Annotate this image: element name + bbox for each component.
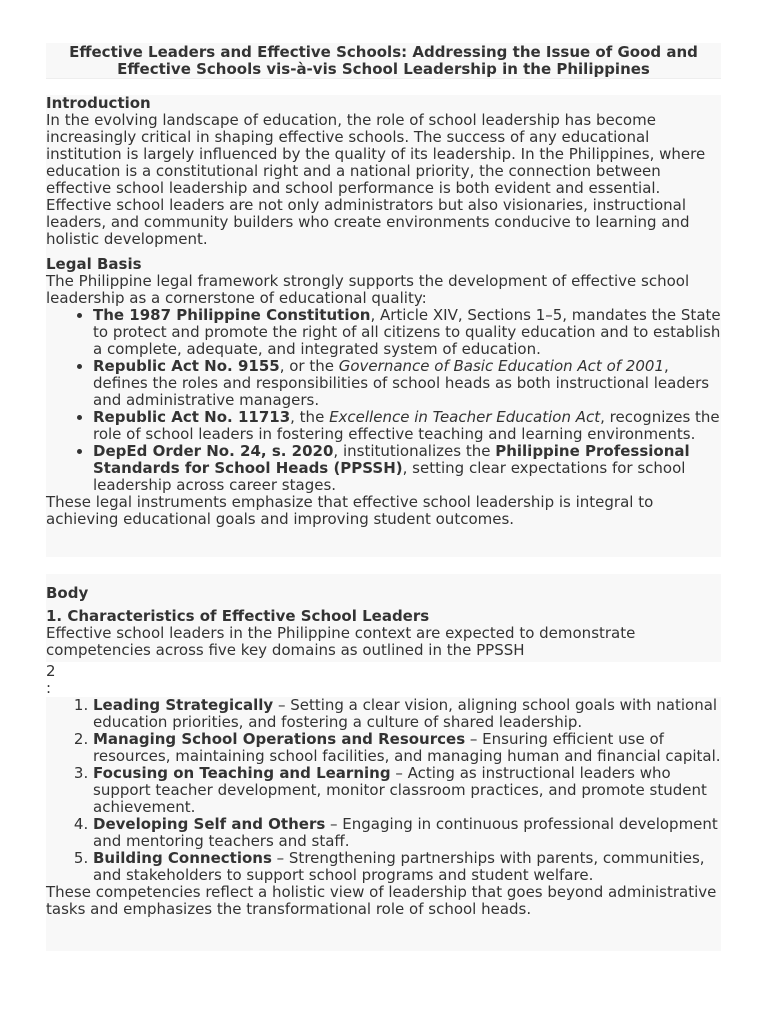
list-item	[93, 307, 721, 358]
item-bold: Republic Act No. 9155	[93, 357, 280, 375]
domain-description: – Strengthening partnerships with parents, communities, and stakeholders to support school programs and student welfare.	[93, 849, 705, 884]
document-title-block	[46, 43, 721, 79]
legal-basis-closing: These legal instruments emphasize that effective school leadership is integral to achieving educational goals and improving student outcomes.	[46, 493, 654, 528]
footnote-number: 2	[46, 662, 56, 680]
item-bold: Republic Act No. 11713	[93, 408, 291, 426]
document-title: Effective Leaders and Effective Schools: Addressing the Issue of Good and Effective Schools vis-à-vis School Leadership in the Philippines	[69, 43, 698, 78]
footnote-reference	[46, 663, 721, 697]
domains-section	[46, 697, 721, 951]
legal-basis-list	[46, 307, 721, 494]
domain-name: Focusing on Teaching and Learning	[93, 764, 391, 782]
introduction-heading: Introduction	[46, 94, 151, 112]
item-bold: DepEd Order No. 24, s. 2020	[93, 442, 334, 460]
list-item	[93, 697, 721, 731]
item-text: , institutionalizes the	[333, 442, 496, 460]
item-text: , the	[290, 408, 330, 426]
list-item	[93, 409, 721, 443]
legal-basis-intro: The Philippine legal framework strongly supports the development of effective school leadership as a cornerstone of educational quality:	[46, 272, 690, 307]
domains-list	[46, 697, 721, 884]
item-bold: Philippine Professional Standards for School Heads (PPSSH)	[93, 442, 690, 477]
list-item	[93, 443, 721, 494]
domain-description: – Setting a clear vision, aligning school goals with national education priorities, and fostering a culture of shared leadership.	[93, 696, 718, 731]
domain-name: Building Connections	[93, 849, 272, 867]
domain-description: – Engaging in continuous professional development and mentoring teachers and staff.	[93, 815, 718, 850]
domain-name: Managing School Operations and Resources	[93, 730, 466, 748]
body-section	[46, 574, 721, 662]
introduction-section	[46, 95, 721, 557]
item-bold: The 1987 Philippine Constitution	[93, 306, 371, 324]
footnote-colon: :	[46, 679, 52, 697]
list-item	[93, 850, 721, 884]
domain-name: Leading Strategically	[93, 696, 274, 714]
item-text: , or the	[279, 357, 339, 375]
legal-basis-heading: Legal Basis	[46, 255, 142, 273]
list-item	[93, 816, 721, 850]
item-text: , defines the roles and responsibilities of school heads as both instructional leaders and administrative managers.	[93, 357, 710, 409]
domains-closing: These competencies reflect a holistic view of leadership that goes beyond administrative tasks and emphasizes the transformational role of school heads.	[46, 883, 717, 918]
list-item	[93, 731, 721, 765]
item-text: , recognizes the role of school leaders in fostering effective teaching and learning environments.	[93, 408, 720, 443]
item-italic: Governance of Basic Education Act of 2001	[338, 357, 664, 375]
list-item	[93, 765, 721, 816]
item-text: , Article XIV, Sections 1–5, mandates the State to protect and promote the right of all citizens to quality education and to establish a complete, adequate, and integrated system of education.	[93, 306, 721, 358]
characteristics-heading: 1. Characteristics of Effective School Leaders	[46, 607, 430, 625]
introduction-text: In the evolving landscape of education, the role of school leadership has become increasingly critical in shaping effective schools. The success of any educational institution is largely influenced by the quality of its leadership. In the Philippines, where education is a constitutional right and a national priority, the connection between effective school leadership and school performance is both evident and essential. Effective school leaders are not only administrators but also visionaries, instructional leaders, and community builders who create environments conducive to learning and holistic development.	[46, 111, 706, 248]
body-heading: Body	[46, 584, 89, 602]
item-text: , setting clear expectations for school leadership across career stages.	[93, 459, 686, 494]
characteristics-intro: Effective school leaders in the Philippine context are expected to demonstrate competencies across five key domains as outlined in the PPSSH	[46, 624, 636, 659]
domain-name: Developing Self and Others	[93, 815, 326, 833]
domain-description: – Acting as instructional leaders who support teacher development, monitor classroom practices, and promote student achievement.	[93, 764, 707, 816]
item-italic: Excellence in Teacher Education Act	[329, 408, 601, 426]
list-item	[93, 358, 721, 409]
domain-description: – Ensuring efficient use of resources, maintaining school facilities, and managing human and financial capital.	[93, 730, 721, 765]
